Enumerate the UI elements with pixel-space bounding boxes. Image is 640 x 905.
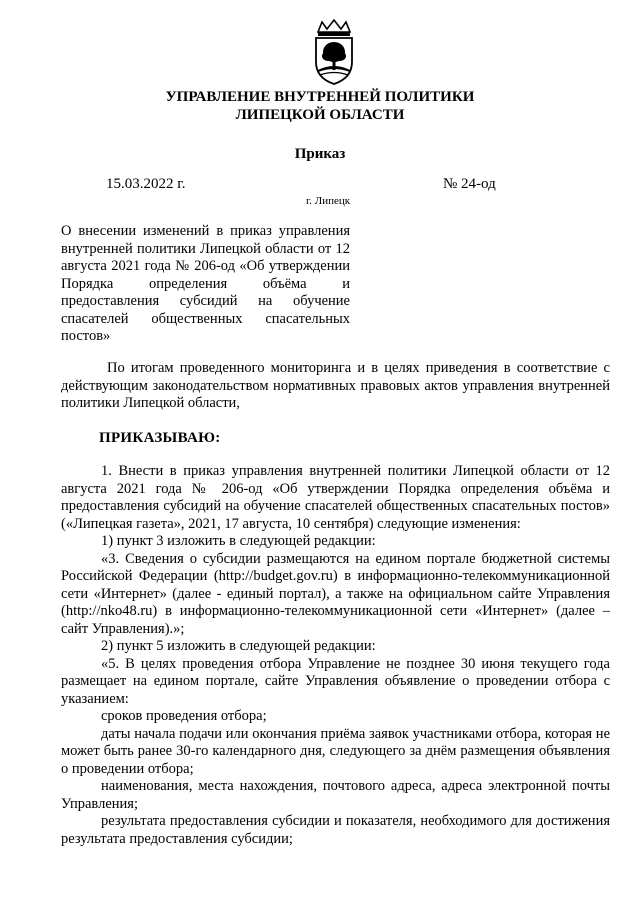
paragraph: результата предоставления субсидии и показателя, необходимого для достижения результата предоставления субсидии;: [61, 813, 610, 847]
paragraph: «3. Сведения о субсидии размещаются на едином портале бюджетной системы Российской Федерации (http://budget.gov.ru) в информационно-телекоммуникационной сети «Интернет» (далее - единый портал), а также на официальном сайте Управления (http://nko48.ru) в информационно-телекоммуникационной сети «Интернет» (далее – сайт Управления).»;: [61, 550, 610, 637]
authority-name-line1: УПРАВЛЕНИЕ ВНУТРЕННЕЙ ПОЛИТИКИ: [165, 89, 475, 105]
order-word: ПРИКАЗЫВАЮ:: [99, 430, 221, 446]
paragraph: сроков проведения отбора;: [101, 708, 267, 724]
order-body: [61, 463, 610, 848]
paragraph: 2) пункт 5 изложить в следующей редакции:: [101, 638, 376, 654]
paragraph: наименования, места нахождения, почтового адреса, адреса электронной почты Управления;: [61, 778, 610, 812]
paragraph: даты начала подачи или окончания приёма заявок участниками отбора, которая не может быть ранее 30-го календарного дня, следующего за днём размещения объявления о проведении отбора;: [61, 725, 610, 777]
paragraph: «5. В целях проведения отбора Управление не позднее 30 июня текущего года размещает на едином портале, сайте Управления объявление о проведении отбора с указанием:: [61, 655, 610, 707]
document-type: Приказ: [294, 146, 346, 162]
paragraph: 1) пункт 3 изложить в следующей редакции:: [101, 533, 376, 549]
paragraph: 1. Внести в приказ управления внутренней политики Липецкой области от 12 августа 2021 года № 206-од «Об утверждении Порядка определения объёма и предоставления субсидий на обучение спасателей общественных спасательных постов» («Липецкая газета», 2021, 17 августа, 10 сентября) следующие изменения:: [61, 463, 610, 532]
document-subject: О внесении изменений в приказ управления внутренней политики Липецкой области от 12 августа 2021 года № 206-од «Об утверждении Порядка определения объёма и предоставления субсидий на обучение спасателей общественных спасательных постов»: [61, 223, 350, 344]
document-number: № 24-од: [443, 176, 496, 192]
preamble: [61, 360, 610, 413]
document-city: г. Липецк: [306, 195, 351, 207]
authority-name-line2: ЛИПЕЦКОЙ ОБЛАСТИ: [235, 107, 405, 123]
lipetsk-coat-of-arms-icon: [304, 18, 364, 88]
document-date: 15.03.2022 г.: [106, 176, 186, 192]
preamble-text: По итогам проведенного мониторинга и в целях приведения в соответствие с действующим законодательством нормативных правовых актов управления внутренней политики Липецкой области,: [61, 360, 610, 411]
